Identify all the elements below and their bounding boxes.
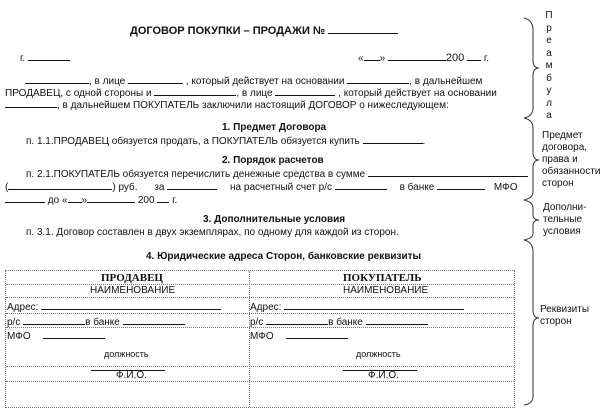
label: Адрес:: [7, 302, 39, 313]
letter: а: [546, 47, 552, 59]
section-2-line-3: [5, 193, 177, 206]
seller-name-label: НАИМЕНОВАНИЕ: [90, 285, 176, 296]
section-2-heading: 2. Порядок расчетов: [222, 155, 324, 166]
buyer-account-blank[interactable]: [266, 315, 328, 325]
amount-words-blank[interactable]: [8, 180, 112, 190]
buyer-address-blank[interactable]: [284, 300, 464, 310]
seller-address-blank[interactable]: [41, 300, 221, 310]
buyer-mfo: [250, 329, 348, 342]
text: ) руб.: [112, 182, 138, 193]
label: МФО: [250, 331, 274, 342]
seller-basis-blank[interactable]: [347, 74, 409, 84]
letter: м: [545, 60, 553, 71]
bank-blank[interactable]: [437, 180, 485, 190]
goods-for-blank[interactable]: [167, 180, 217, 190]
text: , который действует на основании: [338, 88, 497, 99]
text: г.: [172, 195, 178, 206]
buyer-address: [250, 300, 464, 313]
buyer-mfo-blank[interactable]: [286, 329, 348, 339]
line: тельные: [543, 214, 583, 225]
label: в банке: [85, 317, 120, 328]
seller-mfo: [7, 329, 105, 342]
line: Дополни-: [543, 202, 587, 213]
line: обязанности: [542, 166, 600, 177]
line: Реквизиты: [540, 304, 590, 315]
buyer-fio: Ф.И.О.: [368, 370, 399, 381]
label: МФО: [7, 331, 31, 342]
text: в банке: [399, 182, 435, 193]
label: Адрес:: [250, 302, 282, 313]
row-signature: [6, 366, 514, 382]
year-prefix: 200: [445, 52, 465, 64]
letter: П: [545, 10, 553, 21]
seller-position: должность: [104, 349, 149, 359]
buyer-title: ПОКУПАТЕЛЬ: [343, 272, 422, 284]
contract-number-blank[interactable]: [328, 24, 398, 34]
text: .: [422, 136, 426, 147]
annotation-braces: [510, 0, 540, 414]
date-close: »: [379, 53, 386, 64]
buyer-name-label: НАИМЕНОВАНИЕ: [343, 285, 429, 296]
text: , в лице: [236, 88, 273, 99]
buyer-bank-blank[interactable]: [366, 315, 428, 325]
text: 200: [137, 195, 155, 206]
section-3-heading: 3. Дополнительные условия: [203, 214, 346, 225]
letter: у: [546, 85, 552, 96]
seller-title: ПРОДАВЕЦ: [101, 272, 163, 284]
annotation-additional: [543, 202, 586, 238]
preamble-line-3: [5, 98, 449, 111]
label: р/с: [7, 317, 21, 328]
buyer-rep-blank[interactable]: [275, 86, 335, 96]
text: (: [5, 182, 9, 193]
text: за: [154, 182, 165, 193]
seller-rep-blank[interactable]: [128, 74, 183, 84]
annotation-requisites: [540, 304, 589, 328]
label: р/с: [250, 317, 264, 328]
line: права и: [542, 154, 578, 165]
contract-title: [130, 24, 398, 37]
line: договора,: [542, 142, 588, 153]
line: сторон: [540, 316, 572, 327]
text: до «: [47, 195, 68, 206]
text: , в дальнейшем: [409, 76, 483, 87]
seller-mfo-blank[interactable]: [43, 329, 105, 339]
text: п. 2.1.ПОКУПАТЕЛЬ обязуется перечислить денежные средства в сумме: [26, 169, 366, 180]
row-name: [6, 284, 514, 298]
goods-blank[interactable]: [363, 134, 423, 144]
annotation-subject: [542, 130, 600, 190]
mfo-blank[interactable]: [5, 193, 45, 203]
text: на расчетный счет р/с: [230, 182, 333, 193]
buyer-basis-blank[interactable]: [5, 98, 57, 108]
seller-bank-blank[interactable]: [123, 315, 185, 325]
amount-blank[interactable]: [368, 167, 528, 177]
line: условия: [543, 226, 581, 237]
buyer-name-blank[interactable]: [154, 86, 236, 96]
section-3-text: п. 3.1. Договор составлен в двух экземплярах, по одному для каждой из сторон.: [26, 227, 399, 238]
line: сторон: [542, 178, 574, 189]
text: ПРОДАВЕЦ, с одной стороны и: [5, 88, 152, 99]
year-blank[interactable]: [467, 51, 481, 61]
requisites-table: [5, 270, 515, 408]
buyer-account: [250, 315, 428, 328]
seller-address: [7, 300, 221, 313]
text: , в дальнейшем ПОКУПАТЕЛЬ заключили настоящий ДОГОВОР о нижеследующем:: [57, 100, 449, 111]
day-blank[interactable]: [364, 51, 380, 61]
text: »: [81, 195, 88, 206]
account-blank[interactable]: [335, 180, 387, 190]
text: п. 1.1.ПРОДАВЕЦ обязуется продать, а ПОКУПАТЕЛЬ обязуется купить: [26, 136, 360, 147]
month-blank[interactable]: [388, 51, 446, 61]
seller-fio: Ф.И.О.: [116, 370, 147, 381]
section-4-heading: 4. Юридические адреса Сторон, банковские реквизиты: [146, 251, 422, 262]
letter: л: [546, 97, 552, 109]
letter: а: [546, 110, 552, 121]
letter: р: [546, 22, 552, 34]
row-title: [6, 271, 514, 285]
letter: е: [546, 35, 552, 46]
section-2-line-1: [26, 167, 528, 180]
letter: б: [546, 72, 552, 84]
section-1-text: [26, 134, 425, 147]
section-2-line-2: [5, 180, 518, 193]
line: Предмет: [542, 130, 583, 141]
seller-account: [7, 315, 185, 328]
buyer-position: должность: [356, 349, 401, 359]
date-open: «: [358, 53, 364, 64]
city-prefix: г.: [20, 53, 26, 64]
seller-name-blank[interactable]: [25, 74, 89, 84]
date-line: [358, 51, 489, 64]
row-position: [6, 344, 514, 367]
seller-account-blank[interactable]: [23, 315, 85, 325]
text: МФО: [493, 182, 518, 193]
year-suffix: г.: [483, 53, 490, 64]
pay-month-blank[interactable]: [87, 193, 135, 203]
title-text: ДОГОВОР ПОКУПКИ – ПРОДАЖИ №: [130, 25, 326, 37]
city-blank[interactable]: [28, 51, 70, 61]
pay-day-blank[interactable]: [68, 193, 82, 203]
city-line: [20, 51, 70, 64]
section-1-heading: 1. Предмет Договора: [222, 122, 327, 133]
text: , в лице: [89, 76, 126, 87]
annotation-preamble: [543, 10, 555, 123]
label: в банке: [328, 317, 363, 328]
text: , который действует на основании: [185, 76, 345, 87]
pay-year-blank[interactable]: [157, 193, 169, 203]
